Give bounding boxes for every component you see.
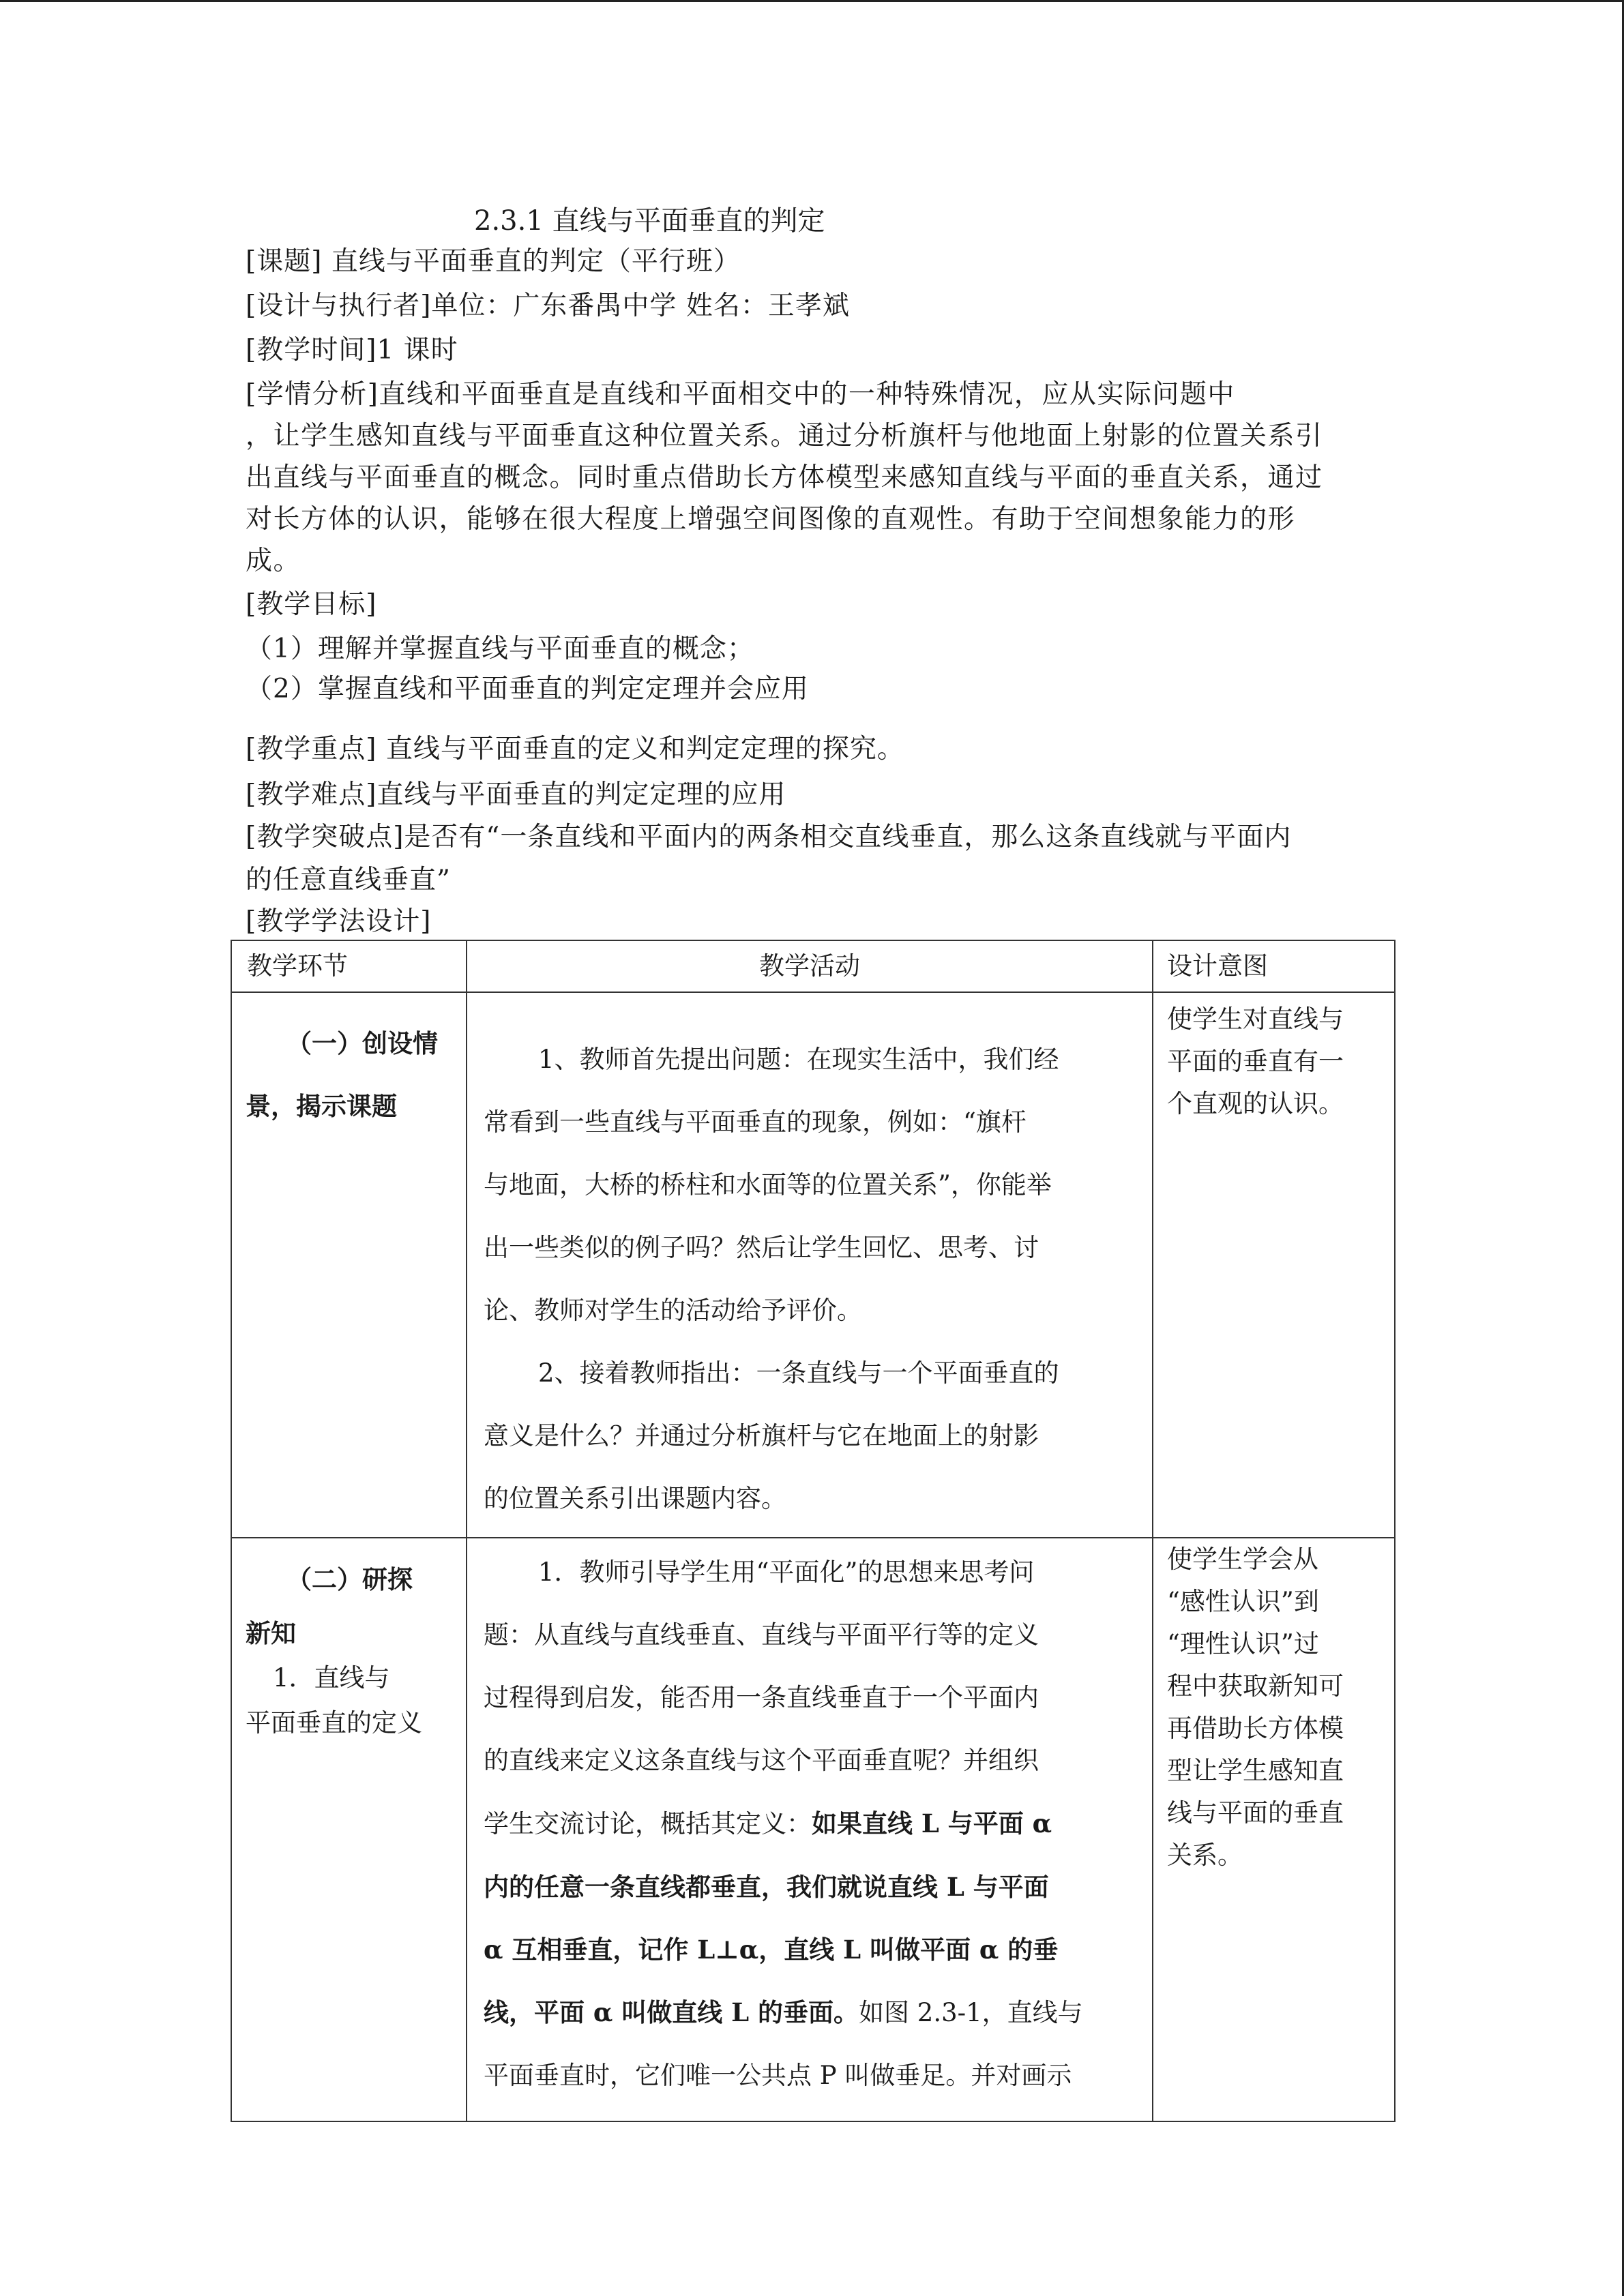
table-row xyxy=(231,1538,1395,2121)
breakthrough-line: 的任意直线垂直” xyxy=(246,865,451,895)
activity-line: 与地面，大桥的桥柱和水面等的位置关系”，你能举 xyxy=(484,1170,1052,1199)
phase-cell xyxy=(231,992,467,1538)
goals-label: [教学目标] xyxy=(246,589,377,620)
analysis-line: [学情分析]直线和平面垂直是直线和平面相交中的一种特殊情况，应从实际问题中 xyxy=(246,379,1235,410)
header-cell: 教学环节 xyxy=(231,940,467,992)
activity-line: 平面垂直时，它们唯一公共点 P 叫做垂足。并对画示 xyxy=(484,2061,1072,2090)
intent-line: 线与平面的垂直 xyxy=(1167,1798,1344,1828)
definition-text: 内的任意一条直线都垂直，我们就说直线 L 与平面 xyxy=(484,1872,1049,1902)
phase-sublabel: 平面垂直的定义 xyxy=(246,1708,422,1738)
intent-line: 型让学生感知直 xyxy=(1167,1756,1344,1785)
intent-line: 使学生学会从 xyxy=(1167,1545,1318,1574)
activity-line: 题：从直线与直线垂直、直线与平面平行等的定义 xyxy=(484,1620,1039,1650)
intent-line: “感性认识”到 xyxy=(1167,1587,1319,1616)
intent-line: 个直观的认识。 xyxy=(1167,1089,1344,1118)
activity-line: 2、接着教师指出：一条直线与一个平面垂直的 xyxy=(538,1358,1059,1388)
difficulty-line: [教学难点]直线与平面垂直的判定定理的应用 xyxy=(246,779,786,810)
activity-line: 意义是什么？并通过分析旗杆与它在地面上的射影 xyxy=(484,1421,1039,1450)
method-label: [教学学法设计] xyxy=(246,906,432,937)
intent-line: 使学生对直线与 xyxy=(1167,1004,1344,1034)
analysis-line: 对长方体的认识，能够在很大程度上增强空间图像的直观性。有助于空间想象能力的形 xyxy=(246,504,1296,535)
intent-line: 程中获取新知可 xyxy=(1167,1671,1344,1701)
definition-text: 线，平面 α 叫做直线 L 的垂面。 xyxy=(484,1997,859,2027)
intent-cell xyxy=(1153,992,1395,1538)
definition-text: α 互相垂直，记作 L⊥α，直线 L 叫做平面 α 的垂 xyxy=(484,1935,1059,1965)
activity-cell xyxy=(467,992,1153,1538)
phase-label: （二）研探 xyxy=(286,1564,413,1594)
definition-text: 如果直线 L 与平面 α xyxy=(812,1808,1052,1838)
analysis-line: 出直线与平面垂直的概念。同时重点借助长方体模型来感知直线与平面的垂直关系，通过 xyxy=(246,462,1323,493)
activity-line: 论、教师对学生的活动给予评价。 xyxy=(484,1296,862,1325)
activity-line: 常看到一些直线与平面垂直的现象，例如：“旗杆 xyxy=(484,1107,1027,1137)
breakthrough-line: [教学突破点]是否有“一条直线和平面内的两条相交直线垂直，那么这条直线就与平面内 xyxy=(246,822,1292,852)
header-cell: 教学活动 xyxy=(467,940,1153,992)
phase-label: 景，揭示课题 xyxy=(246,1091,397,1121)
intent-line: 再借助长方体模 xyxy=(1167,1714,1344,1743)
activity-line: 的直线来定义这条直线与这个平面垂直呢？并组织 xyxy=(484,1746,1039,1775)
intent-line: “理性认识”过 xyxy=(1167,1629,1319,1658)
phase-label: 新知 xyxy=(246,1618,296,1648)
analysis-line: ，让学生感知直线与平面垂直这种位置关系。通过分析旗杆与他地面上射影的位置关系引 xyxy=(246,421,1323,451)
designer-line: [设计与执行者]单位：广东番禺中学 姓名：王孝斌 xyxy=(246,290,850,321)
lesson-plan-table xyxy=(231,940,1396,2122)
time-line: [教学时间]1 课时 xyxy=(246,335,458,366)
activity-cell xyxy=(467,1538,1153,2121)
activity-line: 过程得到启发，能否用一条直线垂直于一个平面内 xyxy=(484,1683,1039,1712)
goal-item: （2）掌握直线和平面垂直的判定定理并会应用 xyxy=(246,674,809,704)
activity-line: 1．教师引导学生用“平面化”的思想来思考问 xyxy=(538,1557,1035,1587)
phase-cell xyxy=(231,1538,467,2121)
activity-line: 出一些类似的例子吗？然后让学生回忆、思考、讨 xyxy=(484,1233,1039,1262)
intent-line: 关系。 xyxy=(1167,1840,1243,1870)
page-border-top xyxy=(0,0,1624,2)
phase-label: （一）创设情 xyxy=(286,1028,438,1058)
header-cell: 设计意图 xyxy=(1153,940,1395,992)
goal-item: （1）理解并掌握直线与平面垂直的概念； xyxy=(246,633,754,664)
table-row xyxy=(231,992,1395,1538)
activity-line: 学生交流讨论，概括其定义： xyxy=(484,1809,812,1838)
document-title: 2.3.1 直线与平面垂直的判定 xyxy=(474,205,825,237)
activity-line: 的位置关系引出课题内容。 xyxy=(484,1484,786,1513)
table-header-row xyxy=(231,940,1395,992)
activity-line: 1、教师首先提出问题：在现实生活中，我们经 xyxy=(538,1045,1059,1074)
intent-cell xyxy=(1153,1538,1395,2121)
topic-line: [课题] 直线与平面垂直的判定（平行班） xyxy=(246,246,741,277)
key-points-line: [教学重点] 直线与平面垂直的定义和判定定理的探究。 xyxy=(246,734,904,764)
analysis-line: 成。 xyxy=(246,546,301,576)
intent-line: 平面的垂直有一 xyxy=(1167,1047,1344,1076)
activity-line: 如图 2.3-1，直线与 xyxy=(859,1998,1083,2027)
phase-sublabel: 1．直线与 xyxy=(273,1663,390,1693)
